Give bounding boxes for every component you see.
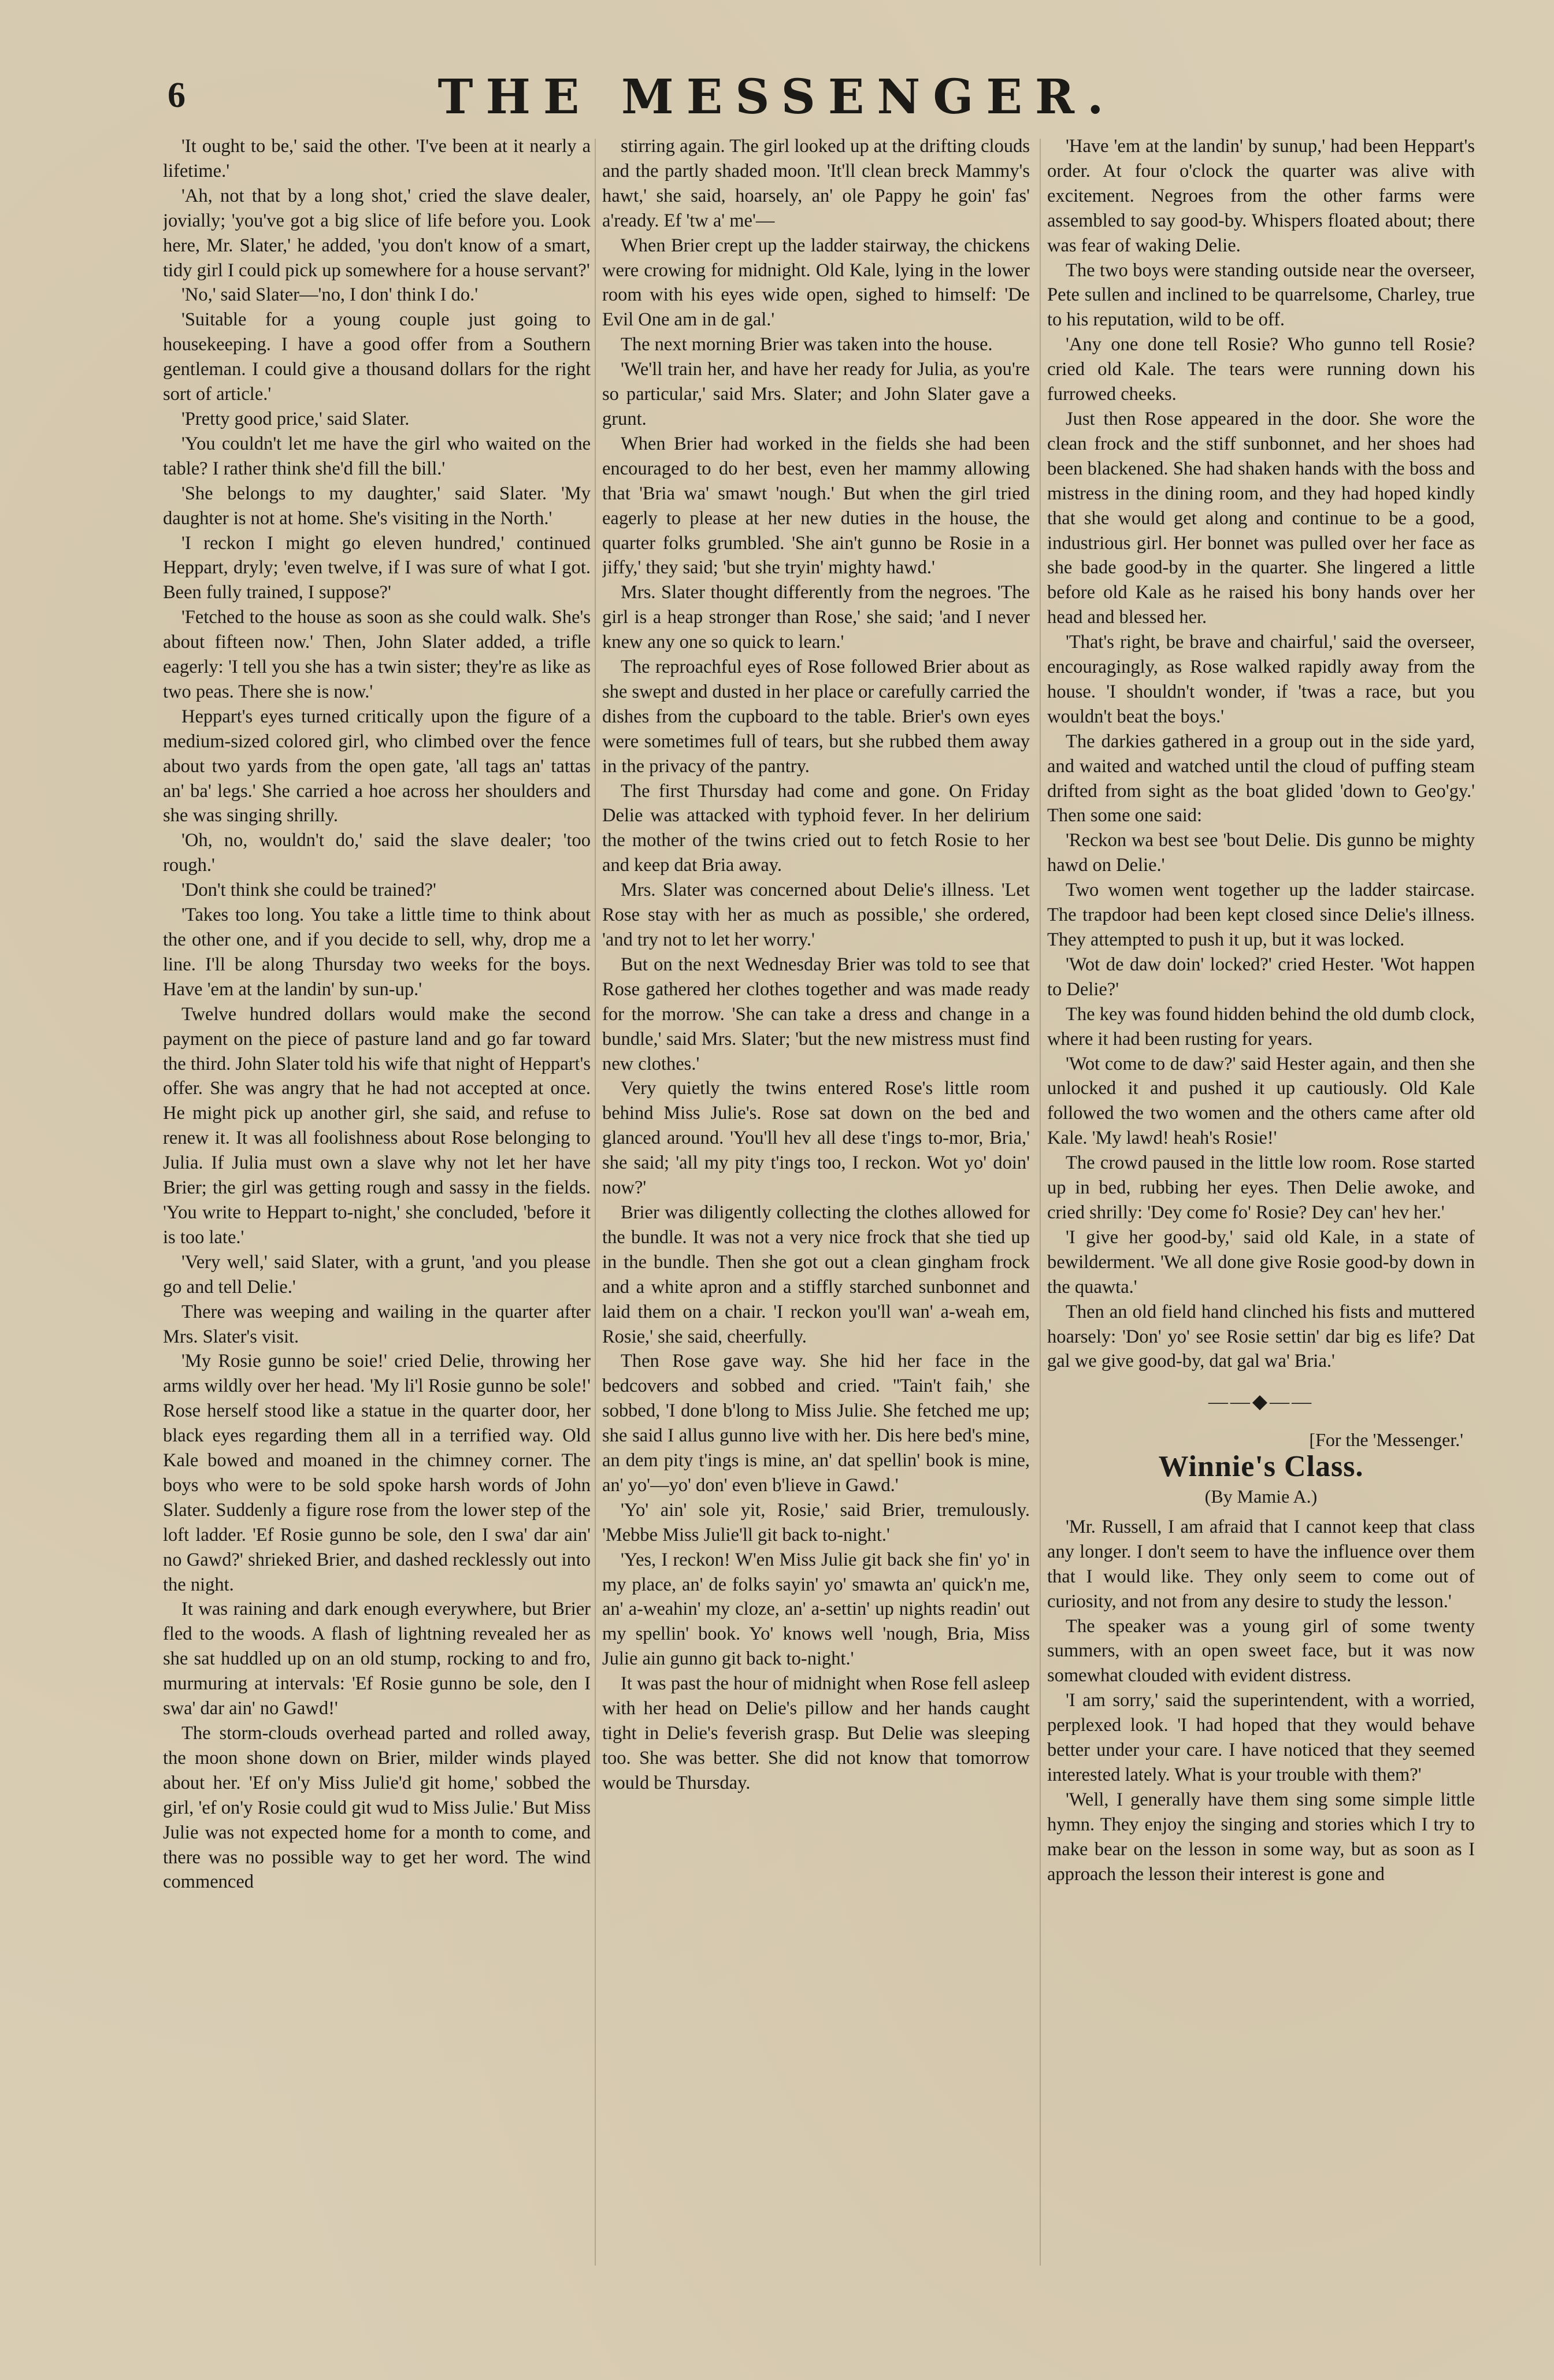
paragraph: 'We'll train her, and have her ready for Julia, as you're so particular,' said Mrs. Slater; and John Slater gave a grunt.: [602, 359, 1030, 429]
story-byline: (By Mamie A.): [1204, 1486, 1318, 1507]
column-1: [163, 134, 591, 2284]
paragraph: The reproachful eyes of Rose followed Brier about as she swept and dusted in her place or carefully carried the dishes from the cupboard to the table. Brier's own eyes were sometimes full of tears, but she rubbed them away in the privacy of the pantry.: [602, 657, 1030, 777]
paragraph: The key was found hidden behind the old dumb clock, where it had been rusting for years.: [1047, 1003, 1475, 1050]
paragraph: 'My Rosie gunno be soie!' cried Delie, throwing her arms wildly over her head. 'My li'l Rosie gunno be sole!' Rose herself stood like a statue in the quarter door, her black eyes regarding them all in a terrified way. Old Kale bowed and moaned in the chimney corner. The boys who were to be sold spoke harsh words of John Slater. Suddenly a figure rose from the lower step of the loft ladder. 'Ef Rosie gunno be sole, den I swa' dar ain' no Gawd?' shrieked Brier, and dashed recklessly out into the night.: [163, 1351, 591, 1595]
paragraph: Twelve hundred dollars would make the second payment on the piece of pasture land and go far toward the third. John Slater told his wife that night of Heppart's offer. She was angry that he had not accepted at once. He might pick up another girl, she said, and refuse to renew it. It was all foolishness about Rose belonging to Julia. If Julia must own a slave why not let her have Brier; the girl was getting rough and sassy in the fields. 'You write to Heppart to-night,' she concluded, 'before it is too late.': [163, 1003, 591, 1248]
paragraph: stirring again. The girl looked up at the drifting clouds and the partly shaded moon. 'It'll clean breck Mammy's hawt,' she said, hoarsely, an' ole Pappy he goin' fas' a'ready. Ef 'tw a' me'—: [602, 136, 1030, 231]
paragraph: It was past the hour of midnight when Rose fell asleep with her head on Delie's pillow and her hands caught tight in Delie's feverish grasp. But Delie was sleeping too. She was better. She did not know that tomorrow would be Thursday.: [602, 1673, 1030, 1793]
paragraph: 'Wot de daw doin' locked?' cried Hester. 'Wot happen to Delie?': [1047, 954, 1475, 1000]
paragraph: 'No,' said Slater—'no, I don' think I do.': [181, 284, 479, 306]
paragraph: 'Pretty good price,' said Slater.: [181, 408, 410, 429]
article-columns: [163, 134, 1475, 2284]
story-body: [1047, 1515, 1475, 1887]
paragraph: Brier was diligently collecting the clothes allowed for the bundle. It was not a very nice frock that she tied up in the bundle. Then she got out a clean gingham frock and a white apron and a stiffly starched sunbonnet and laid them on a chair. 'I reckon you'll wan' a-weah em, Rosie,' she said, cheerfully.: [602, 1202, 1030, 1347]
paragraph: But on the next Wednesday Brier was told to see that Rose gathered her clothes together and was made ready for the morrow. 'She can take a dress and change in a bundle,' said Mrs. Slater; 'but the new mistress must find new clothes.': [602, 954, 1030, 1074]
paragraph: When Brier had worked in the fields she had been encouraged to do her best, even her mammy allowing that 'Bria wa' smawt 'nough.' But when the girl tried eagerly to please at her new duties in the house, the quarter folks grumbled. 'She ain't gunno be Rosie in a jiffy,' they said; 'but she tryin' mighty hawd.': [602, 433, 1030, 579]
paragraph: Mrs. Slater was concerned about Delie's illness. 'Let Rose stay with her as much as possible,' she ordered, 'and try not to let her worry.': [602, 880, 1030, 950]
paragraph: When Brier crept up the ladder stairway, the chickens were crowing for midnight. Old Kale, lying in the lower room with his eyes wide open, sighed to himself: 'De Evil One am in de gal.': [602, 235, 1030, 331]
paragraph: 'Reckon wa best see 'bout Delie. Dis gunno be mighty hawd on Delie.': [1047, 830, 1475, 876]
paragraph: 'She belongs to my daughter,' said Slater. 'My daughter is not at home. She's visiting in the North.': [163, 483, 591, 529]
paragraph: 'Well, I generally have them sing some simple little hymn. They enjoy the singing and stories which I try to make bear on the lesson in some way, but as soon as I approach the lesson their interest is gone and: [1047, 1789, 1475, 1885]
paragraph: 'Yo' ain' sole yit, Rosie,' said Brier, tremulously. 'Mebbe Miss Julie'll git back to-night.': [602, 1499, 1030, 1545]
paragraph: 'I give her good-by,' said old Kale, in a state of bewilderment. 'We all done give Rosie good-by down in the quawta.': [1047, 1226, 1475, 1297]
paragraph: 'Very well,' said Slater, with a grunt, 'and you please go and tell Delie.': [163, 1251, 591, 1297]
paragraph: 'Oh, no, wouldn't do,' said the slave dealer; 'too rough.': [163, 830, 591, 876]
paragraph: 'Takes too long. You take a little time to think about the other one, and if you decide to sell, why, drop me a line. I'll be along Thursday two weeks for the boys. Have 'em at the landin' by sun-up.': [163, 904, 591, 1000]
paragraph: The storm-clouds overhead parted and rolled away, the moon shone down on Brier, milder winds played about her. 'Ef on'y Miss Julie'd git home,' sobbed the girl, 'ef on'y Rosie could git wud to Miss Julie.' But Miss Julie was not expected home for a month to come, and there was no possible way to get her word. The wind commenced: [163, 1723, 591, 1893]
story-attribution: [For the 'Messenger.': [1309, 1429, 1463, 1451]
paragraph: 'Yes, I reckon! W'en Miss Julie git back she fin' yo' in my place, an' de folks sayin' yo' smawta an' quick'n me, an' a-weahin' my cloze, an' a-settin' up nights readin' out my spellin' book. Yo' knows well 'nough, Bria, Miss Julie ain gunno git back to-night.': [602, 1549, 1030, 1670]
paragraph: The first Thursday had come and gone. On Friday Delie was attacked with typhoid fever. In her delirium the mother of the twins cried out to fetch Rosie to her and keep dat Bria away.: [602, 780, 1030, 876]
masthead: THE MESSENGER.: [437, 69, 1117, 125]
paragraph: The two boys were standing outside near the overseer, Pete sullen and inclined to be quarrelsome, Charley, true to his reputation, wild to be off.: [1047, 259, 1475, 331]
paragraph: It was raining and dark enough everywhere, but Brier fled to the woods. A flash of lightning revealed her as she sat huddled up on an old stump, rocking to and fro, murmuring at intervals: 'Ef Rosie gunno be sole, den I swa' dar ain' no Gawd!': [163, 1599, 591, 1719]
paragraph: 'I reckon I might go eleven hundred,' continued Heppart, dryly; 'even twelve, if I was sure of what I got. Been fully trained, I suppose?': [163, 532, 591, 603]
paragraph: Heppart's eyes turned critically upon the figure of a medium-sized colored girl, who climbed over the fence about two yards from the open gate, 'all tags an' tattas an' ba' legs.' She carried a hoe across her shoulders and she was singing shrilly.: [163, 706, 591, 826]
paragraph: Mrs. Slater thought differently from the negroes. 'The girl is a heap stronger than Rose,' she said; 'and I never knew any one so quick to learn.': [602, 582, 1030, 653]
paragraph: 'Ah, not that by a long shot,' cried the slave dealer, jovially; 'you've got a big slice of life before you. Look here, Mr. Slater,' he added, 'you don't know of a smart, tidy girl I could pick up somewhere for a house servant?': [163, 185, 591, 281]
paragraph: The darkies gathered in a group out in the side yard, and waited and watched until the cloud of puffing steam drifted from sight as the boat glided 'down to Geo'gy.' Then some one said:: [1047, 731, 1475, 826]
paragraph: 'Wot come to de daw?' said Hester again, and then she unlocked it and pushed it up cautiously. Old Kale followed the two women and the others came after old Kale. 'My lawd! heah's Rosie!': [1047, 1053, 1475, 1149]
paragraph: 'You couldn't let me have the girl who waited on the table? I rather think she'd fill the bill.': [163, 433, 591, 479]
paragraph: 'It ought to be,' said the other. 'I've been at it nearly a lifetime.': [163, 136, 591, 181]
paragraph: 'Fetched to the house as soon as she could walk. She's about fifteen now.' Then, John Slater added, a trifle eagerly: 'I tell you she has a twin sister; they're as like as two peas. There she is now.': [163, 607, 591, 702]
paragraph: Very quietly the twins entered Rose's little room behind Miss Julie's. Rose sat down on the bed and glanced around. 'You'll hev all dese t'ings to-mor, Bria,' she said; 'all my pity t'ings too, I reckon. Wot yo' doin' now?': [602, 1078, 1030, 1199]
paragraph: 'I am sorry,' said the superintendent, with a worried, perplexed look. 'I had hoped that they would behave better under your care. I have noticed that they seemed interested lately. What is your trouble with them?': [1047, 1690, 1475, 1785]
paragraph: 'Suitable for a young couple just going to housekeeping. I have a good offer from a Southern gentleman. I could give a thousand dollars for the right sort of article.': [163, 309, 591, 405]
paragraph: 'Mr. Russell, I am afraid that I cannot keep that class any longer. I don't seem to have the influence over them that I would like. They only seem to come out of curiosity, and not from any desire to study the lesson.': [1047, 1516, 1475, 1612]
column-3-paragraphs: [1047, 134, 1475, 1374]
paragraph: Then Rose gave way. She hid her face in the bedcovers and sobbed and cried. ''Tain't faih,' she sobbed, 'I done b'long to Miss Julie. She fetched me up; she said I allus gunno live with her. Dis here bed's mine, an dem pity t'ings is mine, an' dat spellin' book is mine, an' yo'—yo' don' even b'lieve in Gawd.': [602, 1351, 1030, 1496]
paragraph: Two women went together up the ladder staircase. The trapdoor had been kept closed since Delie's illness. They attempted to push it up, but it was locked.: [1047, 880, 1475, 950]
column-2: [602, 134, 1030, 2284]
column-3: [1047, 134, 1475, 2284]
paragraph: The speaker was a young girl of some twenty summers, with an open sweet face, but it was now somewhat clouded with evident distress.: [1047, 1615, 1475, 1686]
paragraph: The crowd paused in the little low room. Rose started up in bed, rubbing her eyes. Then Delie awoke, and cried shrilly: 'Dey come fo' Rosie? Dey can' hev her.': [1047, 1152, 1475, 1223]
page-header: [0, 69, 1554, 133]
paragraph: Just then Rose appeared in the door. She wore the clean frock and the stiff sunbonnet, and her shoes had been blackened. She had shaken hands with the boss and mistress in the dining room, and they had hoped kindly that she would get along and continue to be a good, industrious girl. Her bonnet was pulled over her face as she bade good-by in the quarter. She lingered a little before old Kale as he raised his bony hands over her head and blessed her.: [1047, 408, 1475, 628]
paragraph: The next morning Brier was taken into the house.: [621, 334, 993, 355]
paragraph: There was weeping and wailing in the quarter after Mrs. Slater's visit.: [163, 1301, 591, 1347]
section-divider: ——◆——: [1208, 1391, 1314, 1413]
paragraph: Then an old field hand clinched his fists and muttered hoarsely: 'Don' yo' see Rosie settin' dar big es life? Dat gal we give good-by, dat gal wa' Bria.': [1047, 1301, 1475, 1372]
paragraph: 'Don't think she could be trained?': [181, 880, 436, 901]
page-number: 6: [168, 76, 186, 115]
paragraph: 'Have 'em at the landin' by sunup,' had been Heppart's order. At four o'clock the quarter was alive with excitement. Negroes from the other farms were assembled to say good-by. Whispers floated about; there was fear of waking Delie.: [1047, 136, 1475, 256]
paragraph: 'That's right, be brave and chairful,' said the overseer, encouragingly, as Rose walked rapidly away from the house. 'I shouldn't wonder, if 'twas a race, but you wouldn't beat the boys.': [1047, 632, 1475, 727]
story-title: Winnie's Class.: [1158, 1450, 1364, 1484]
paragraph: 'Any one done tell Rosie? Who gunno tell Rosie? cried old Kale. The tears were running down his furrowed cheeks.: [1047, 334, 1475, 405]
